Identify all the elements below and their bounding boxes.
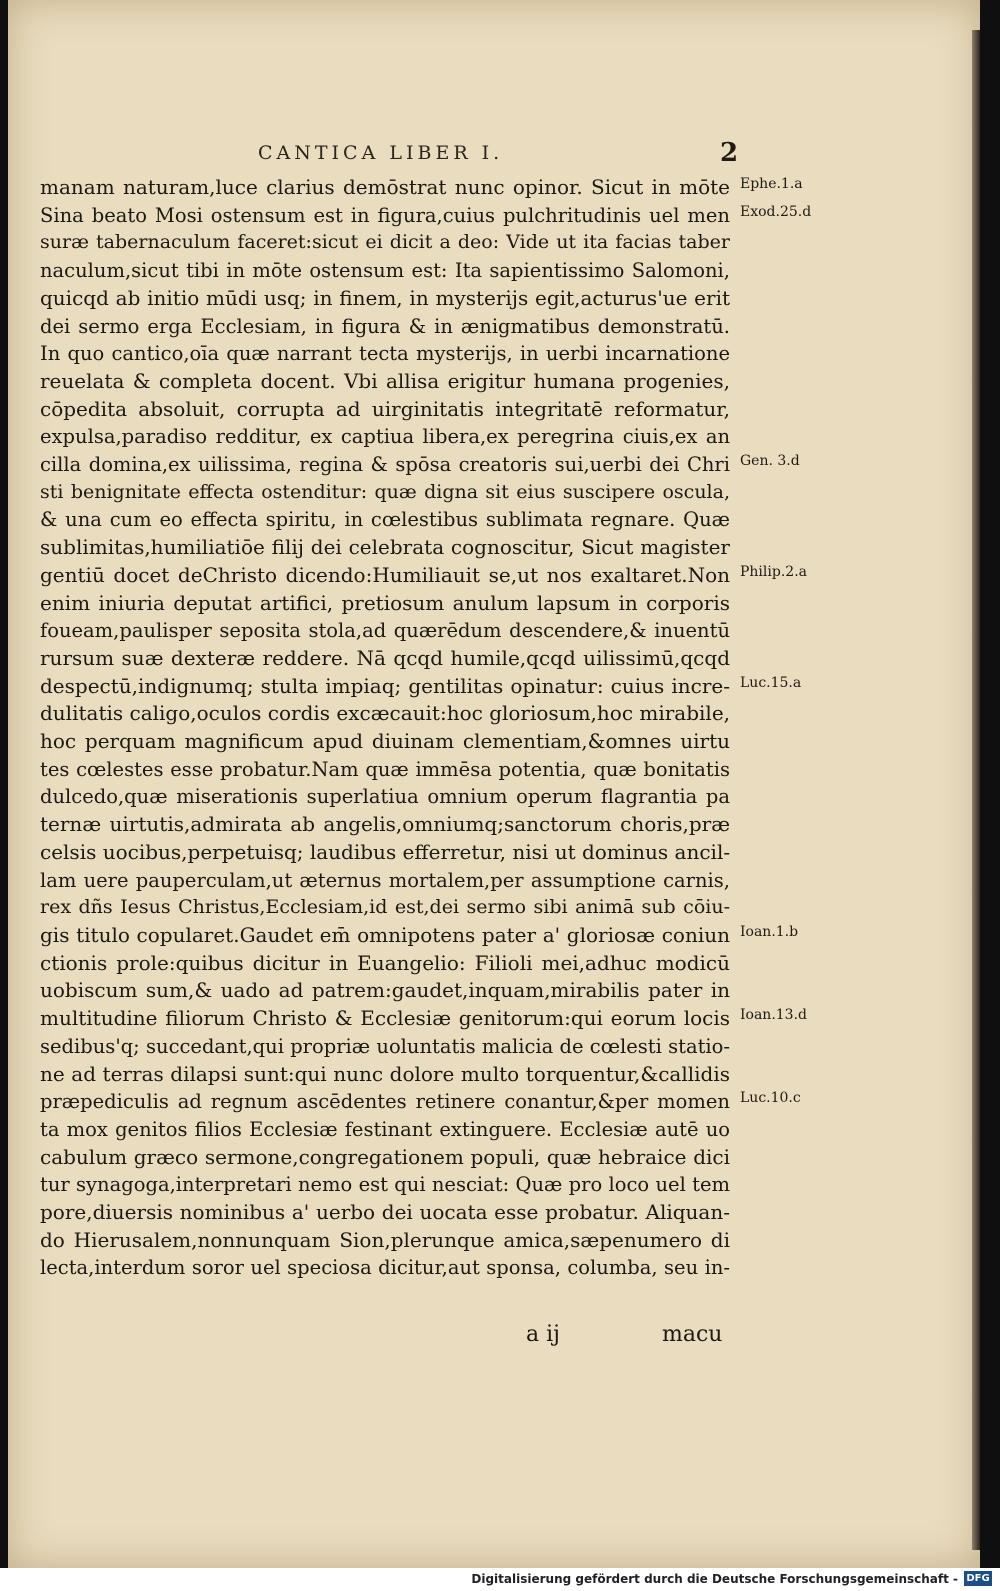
text-line: & una cum eo effecta spiritu, in cœlestibus sublimata regnare. Quæ bbox=[40, 508, 730, 532]
marginal-note: Exod.25.d bbox=[740, 203, 812, 220]
text-line: ta mox genitos filios Ecclesiæ festinant extinguere. Ecclesiæ autē uo bbox=[40, 1117, 730, 1141]
text-line: sedibus'q; succedant,qui propriæ uoluntatis malicia de cœlesti statio- bbox=[40, 1034, 730, 1058]
dfg-logo: DFG bbox=[964, 1571, 992, 1586]
text-line: cabulum græco sermone,congregationem populi, quæ hebraice dici bbox=[40, 1144, 730, 1169]
text-line: sublimitas,humiliatiōe filij dei celebrata cognoscitur, Sicut magister bbox=[40, 535, 730, 560]
text-line: gis titulo copularet.Gaudet em̄ omnipotens pater a' gloriosæ coniun bbox=[40, 922, 730, 947]
text-line: lam uere pauperculam,ut æternus mortalem,per assumptione carnis, bbox=[40, 868, 730, 892]
text-line: quicqd ab initio mūdi usq; in finem, in mysterijs egit,acturus'ue erit bbox=[40, 285, 730, 310]
text-line: pore,diuersis nominibus a' uerbo dei uocata esse probatur. Aliquan- bbox=[40, 1200, 730, 1225]
text-line: præpediculis ad regnum ascēdentes retinere conantur,&per momen bbox=[40, 1090, 730, 1114]
page-edge bbox=[972, 30, 980, 1550]
marginal-note: Ephe.1.a bbox=[740, 176, 803, 192]
text-line: cōpedita absoluit, corrupta ad uirginitatis integritatē reformatur, bbox=[40, 396, 730, 421]
text-line: ne ad terras dilapsi sunt:qui nunc dolore multo torquentur,&callidis bbox=[40, 1061, 730, 1086]
text-line: dulcedo,quæ miserationis superlatiua omnium operum flagrantia pa bbox=[40, 785, 730, 809]
text-line: uobiscum sum,& uado ad patrem:gaudet,inquam,mirabilis pater in bbox=[40, 978, 730, 1003]
marginal-note: Ioan.13.d bbox=[740, 1007, 807, 1023]
main-text-block bbox=[40, 174, 730, 1282]
text-line: dei sermo erga Ecclesiam, in figura & in ænigmatibus demonstratū. bbox=[40, 314, 730, 338]
signature-mark: a ij bbox=[526, 1322, 560, 1347]
text-line: In quo cantico,oīa quæ narrant tecta mysterijs, in uerbi incarnatione bbox=[40, 342, 730, 366]
marginal-note: Luc.15.a bbox=[740, 674, 802, 691]
running-head: CANTICA LIBER I. bbox=[258, 142, 504, 164]
text-line: hoc perquam magnificum apud diuinam clementiam,&omnes uirtu bbox=[40, 729, 730, 754]
text-line: sti benignitate effecta ostenditur: quæ digna sit eius suscipere oscula, bbox=[40, 480, 730, 503]
text-line: gentiū docet deChristo dicendo:Humiliauit se,ut nos exaltaret.Non bbox=[40, 562, 730, 587]
marginal-note: Luc.10.c bbox=[740, 1090, 801, 1107]
text-line: expulsa,paradiso redditur, ex captiua libera,ex peregrina ciuis,ex an bbox=[40, 425, 730, 449]
text-line: rex dñs Iesus Christus,Ecclesiam,id est,dei sermo sibi animā sub cōiu- bbox=[40, 896, 730, 919]
catchword: macu bbox=[662, 1322, 723, 1347]
text-line: Sina beato Mosi ostensum est in figura,cuius pulchritudinis uel men bbox=[40, 203, 730, 227]
text-line: multitudine filiorum Christo & Ecclesiæ genitorum:qui eorum locis bbox=[40, 1006, 730, 1031]
text-line: tur synagoga,interpretari nemo est qui nesciat: Quæ pro loco uel tem bbox=[40, 1173, 730, 1197]
text-line: enim iniuria deputat artifici, pretiosum anulum lapsum in corporis bbox=[40, 590, 730, 615]
text-line: ctionis prole:quibus dicitur in Euangelio: Filioli mei,adhuc modicū bbox=[40, 950, 730, 975]
footer-credit: Digitalisierung gefördert durch die Deutsche Forschungsgemeinschaft - bbox=[471, 1572, 958, 1586]
text-line: foueam,paulisper seposita stola,ad quærēdum descendere,& inuentū bbox=[40, 619, 730, 643]
text-line: despectū,indignumq; stulta impiaq; gentilitas opinatur: cuius incre- bbox=[40, 673, 730, 698]
text-line: do Hierusalem,nonnunquam Sion,plerunque amica,sæpenumero di bbox=[40, 1227, 730, 1252]
text-line: manam naturam,luce clarius demōstrat nunc opinor. Sicut in mōte bbox=[40, 175, 730, 199]
text-line: celsis uocibus,perpetuisq; laudibus efferretur, nisi ut dominus ancil- bbox=[40, 839, 731, 864]
marginal-note: Gen. 3.d bbox=[740, 453, 800, 469]
text-line: ternæ uirtutis,admirata ab angelis,omniumq;sanctorum choris,præ bbox=[40, 812, 730, 837]
text-line: dulitatis caligo,oculos cordis excæcauit:hoc gloriosum,hoc mirabile, bbox=[40, 701, 731, 726]
text-line: naculum,sicut tibi in mōte ostensum est: Ita sapientissimo Salomoni, bbox=[40, 259, 730, 283]
text-line: lecta,interdum soror uel speciosa dicitur,aut sponsa, columba, seu in- bbox=[40, 1256, 730, 1280]
text-line: reuelata & completa docent. Vbi allisa erigitur humana progenies, bbox=[40, 368, 730, 393]
page-number: 2 bbox=[720, 138, 739, 168]
marginal-note: Philip.2.a bbox=[740, 563, 807, 580]
text-line: suræ tabernaculum faceret:sicut ei dicit a deo: Vide ut ita facias taber bbox=[40, 231, 730, 254]
text-line: tes cœlestes esse probatur.Nam quæ immēsa potentia, quæ bonitatis bbox=[40, 757, 730, 781]
text-line: rursum suæ dexteræ reddere. Nā qcqd humile,qcqd uilissimū,qcqd bbox=[40, 645, 730, 670]
marginal-note: Ioan.1.b bbox=[740, 923, 799, 940]
text-line: cilla domina,ex uilissima, regina & spōsa creatoris sui,uerbi dei Chri bbox=[40, 453, 730, 477]
